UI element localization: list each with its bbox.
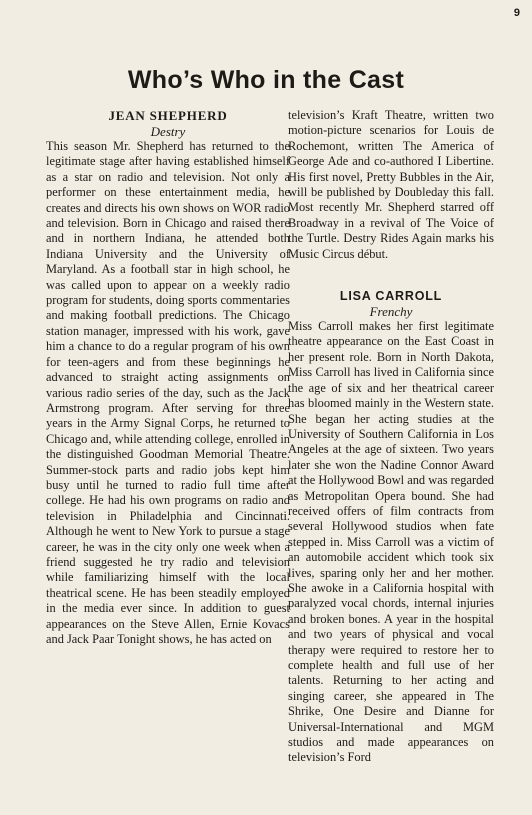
bio-role: Destry: [150, 124, 186, 139]
page-title: Who’s Who in the Cast: [127, 66, 405, 94]
bio-name: JEAN SHEPHERD: [108, 108, 228, 123]
bio-name: LISA CARROLL: [339, 289, 443, 304]
bio-text: Miss Carroll makes her first legitimate theatre appearance on the East Coast in her present role. Born in North Dakota, Miss Carroll has lived in California since the age of six and her theatrical career has bloomed mainly in the Western state. She began her acting studies at the University of Southern California in Los Angeles at the age of sixteen. Two years later she won the Nadine Connor Award at the Hollywood Bowl and was regarded as Metropolitan Opera bound. She had received offers of film contracts from several Hollywood studios when fate stepped in. Miss Carroll was a victim of an automobile accident which took six lives, sparing only her and her mother. She awoke in a California hospital with paralyzed vocal chords, internal injuries and broken bones. A year in the hospital and two years of physical and vocal therapy were required to restore her to complete health and full use of her talents. Returning to her acting and singing career, she appeared in The Shrike, One Desire and Dianne for Universal-International and MGM studios and made appearances on television’s Ford: [288, 319, 494, 765]
bio-role: Frenchy: [369, 304, 413, 320]
right-column: [288, 108, 494, 786]
bio-text: This season Mr. Shepherd has returned to the legitimate stage after having established himself as a star on radio and television. Not only a performer on these entertainment media, he creates and directs his own shows on WOR radio and television. Born in Chicago and raised there and in northern Indiana, he attended both Indiana University and the University of Maryland. As a football star in high school, he was called upon to appear on a weekly radio program for students, doing sports commentaries and making football predictions. The Chicago station manager, impressed with his work, gave him a chance to do a regular program of his own for teen-agers and from these beginnings he advanced to straight acting assignments on various radio series of the day, such as the Jack Armstrong program. After serving for three years in the Army Signal Corps, he returned to Chicago and, while attending college, enrolled in the distinguished Goodman Memorial Theatre. Summer-stock parts and radio jobs kept him busy until he turned to radio full time after college. He had his own programs on radio and television in Philadelphia and Cincinnati. Although he went to New York to pursue a stage career, he was in the city only one week when a friend suggested he try radio and television while familiarizing himself with the local theatrical scene. He has been steadily employed in the media ever since. In addition to guest appearances on the Steve Allen, Ernie Kovacs and Jack Paar Tonight shows, he has acted on: [46, 139, 290, 646]
bio-shepherd: [46, 108, 290, 647]
bio-text-continued: television’s Kraft Theatre, written two motion-picture scenarios for Louis de Rochemont, written The America of George Ade and co-authored I Libertine. His first novel, Pretty Bubbles in the Air, will be published by Doubleday this fall. Most recently Mr. Shepherd starred off Broadway in a revival of The Voice of the Turtle. Destry Rides Again marks his Music Circus début.: [288, 108, 494, 261]
bio-carroll: [288, 288, 494, 766]
page-number: 9: [513, 7, 520, 19]
left-column: [46, 108, 290, 667]
